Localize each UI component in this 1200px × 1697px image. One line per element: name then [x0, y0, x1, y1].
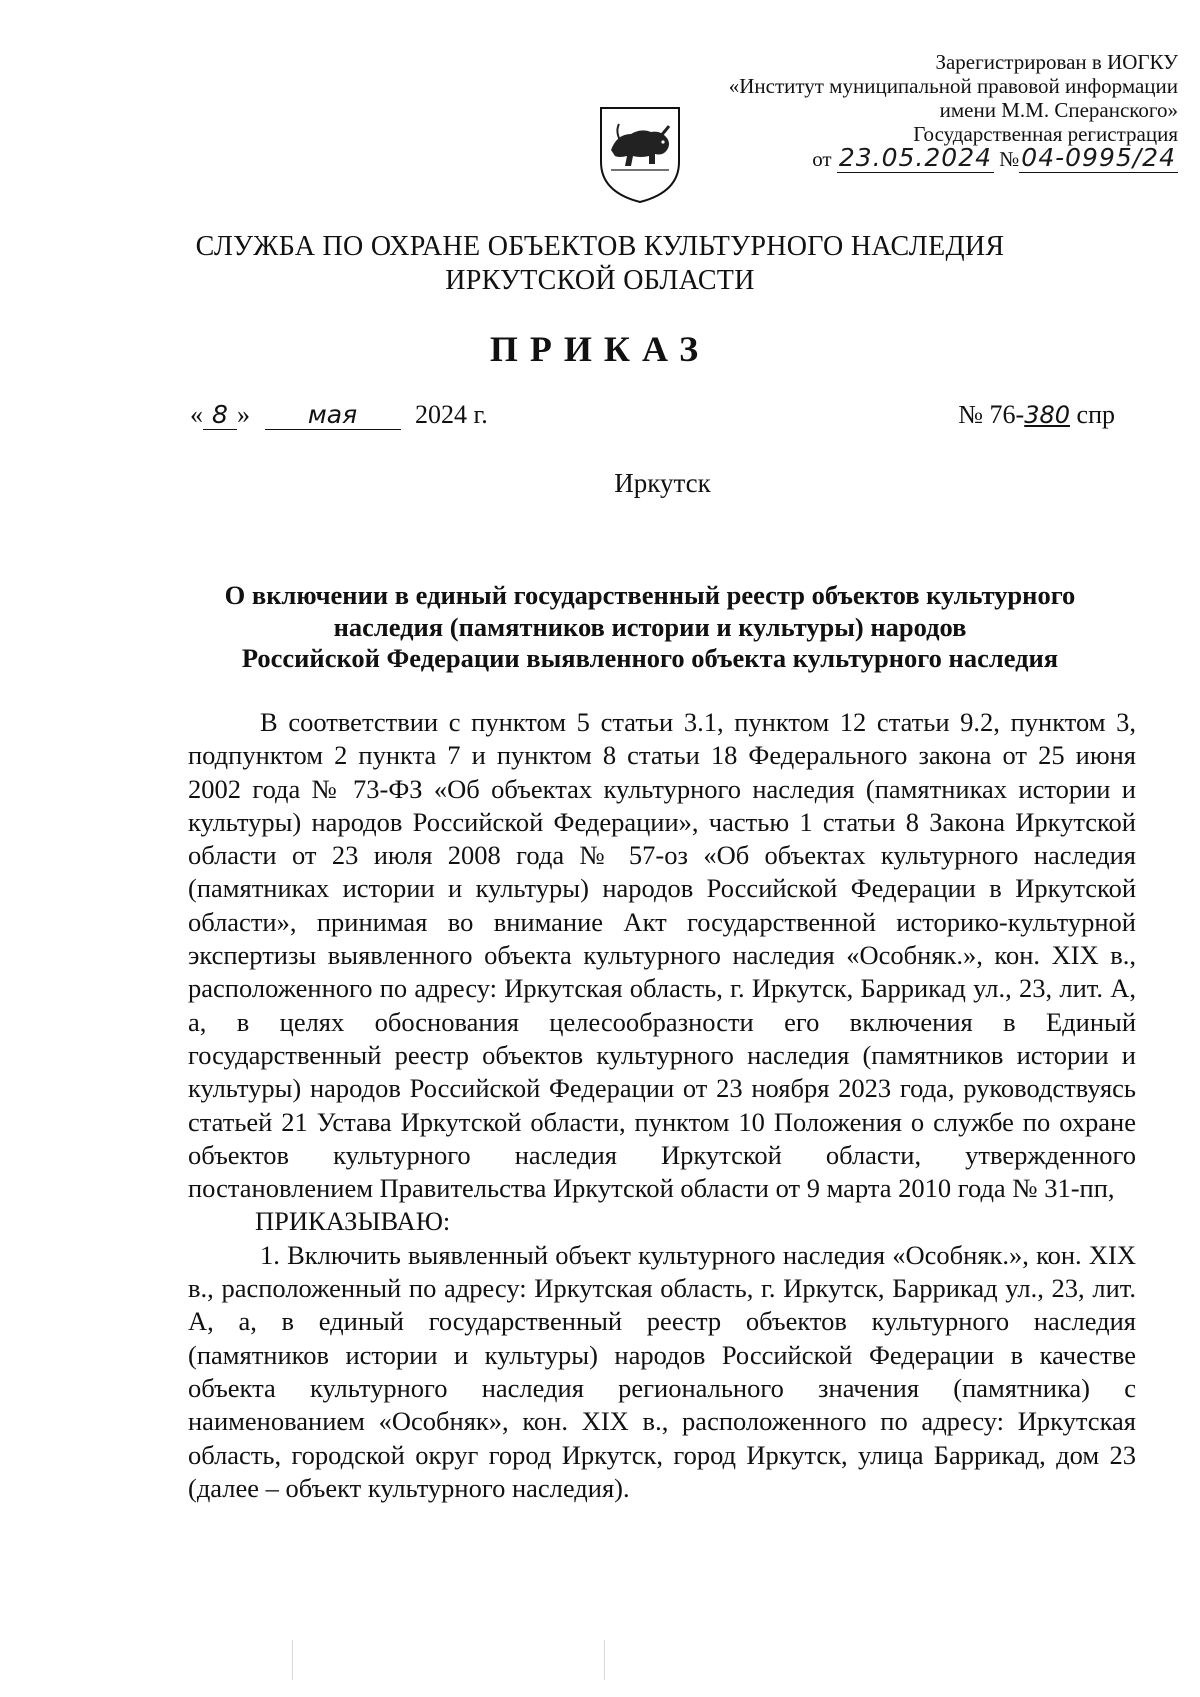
registration-number: 04-0995/24	[1021, 143, 1176, 172]
order-title-line-2: наследия (памятников истории и культуры) народов	[333, 611, 967, 642]
registration-line-1: Зарегистрирован в ИОГКУ	[935, 50, 1178, 74]
order-title-line-1: О включении в единый государственный реестр объектов культурного	[224, 580, 1076, 610]
date-close-quote: »	[237, 400, 250, 429]
agency-name-line-1: СЛУЖБА ПО ОХРАНЕ ОБЪЕКТОВ КУЛЬТУРНОГО НАСЛЕДИЯ	[195, 231, 1005, 262]
registration-date: 23.05.2024	[838, 143, 992, 172]
order-number-handwritten: 380	[1024, 401, 1071, 429]
order-date	[190, 400, 488, 430]
order-number-prefix: № 76-	[958, 400, 1025, 429]
order-day: 8	[203, 400, 237, 430]
order-title-line-3: Российской Федерации выявленного объекта культурного наследия	[241, 643, 1059, 673]
registration-line-3: имени М.М. Сперанского»	[939, 98, 1178, 122]
order-item-1: 1. Включить выявленный объект культурного наследия «Особняк.», кон. XIX в., расположенный по адресу: Иркутская область, г. Иркутск, Баррикад ул., 23, лит. А, а, в единый государственный реестр объектов культурного наследия (памятников истории и культуры) народов Российской Федерации в качестве объекта культурного наследия регионального значения (памятника) с наименованием «Особняк», кон. XIX в., расположенного по адресу: Иркутская область, городской округ город Иркутск, город Иркутск, улица Баррикад, дом 23 (далее – объект культурного наследия).	[188, 1239, 1136, 1503]
order-number	[958, 400, 1115, 430]
registration-stamp	[618, 50, 1178, 171]
registration-line-4: Государственная регистрация	[913, 122, 1178, 146]
order-month: мая	[265, 400, 401, 430]
registration-date-prefix: от	[812, 147, 832, 171]
irkutsk-coat-of-arms-icon	[597, 104, 683, 206]
order-title	[178, 580, 1122, 675]
registration-number-prefix: №	[999, 147, 1020, 171]
document-type: ПРИКАЗ	[489, 329, 711, 369]
scan-artifact	[604, 1640, 605, 1680]
registration-line-2: «Институт муниципальной правовой информации	[728, 74, 1178, 98]
scan-artifact	[292, 1640, 293, 1680]
agency-name-line-2: ИРКУТСКОЙ ОБЛАСТИ	[445, 265, 755, 296]
preamble-paragraph: В соответствии с пунктом 5 статьи 3.1, пунктом 12 статьи 9.2, пунктом 3, подпунктом 2 пункта 7 и пунктом 8 статьи 18 Федерального закона от 25 июня 2002 года № 73-ФЗ «Об объектах культурного наследия (памятниках истории и культуры) народов Российской Федерации», частью 1 статьи 8 Закона Иркутской области от 23 июля 2008 года № 57-оз «Об объектах культурного наследия (памятниках истории и культуры) народов Российской Федерации в Иркутской области», принимая во внимание Акт государственной историко-культурной экспертизы выявленного объекта культурного наследия «Особняк.», кон. XIX в., расположенного по адресу: Иркутская область, г. Иркутск, Баррикад ул., 23, лит. А, а, в целях обоснования целесообразности его включения в Единый государственный реестр объектов культурного наследия (памятников истории и культуры) народов Российской Федерации от 23 ноября 2023 года, руководствуясь статьей 21 Устава Иркутской области, пунктом 10 Положения о службе по охране объектов культурного наследия Иркутской области, утвержденного постановлением Правительства Иркутской области от 9 марта 2010 года № 31-пп,	[188, 707, 1136, 1204]
agency-name	[0, 230, 1200, 298]
date-open-quote: «	[190, 400, 203, 429]
order-date-number-row	[190, 400, 1115, 440]
order-word: ПРИКАЗЫВАЮ:	[255, 1206, 451, 1237]
order-number-suffix: спр	[1070, 400, 1115, 429]
order-year: 2024 г.	[415, 400, 488, 429]
registration-date-line	[618, 143, 1178, 172]
city: Иркутск	[614, 468, 711, 498]
order-body	[188, 706, 1136, 1505]
